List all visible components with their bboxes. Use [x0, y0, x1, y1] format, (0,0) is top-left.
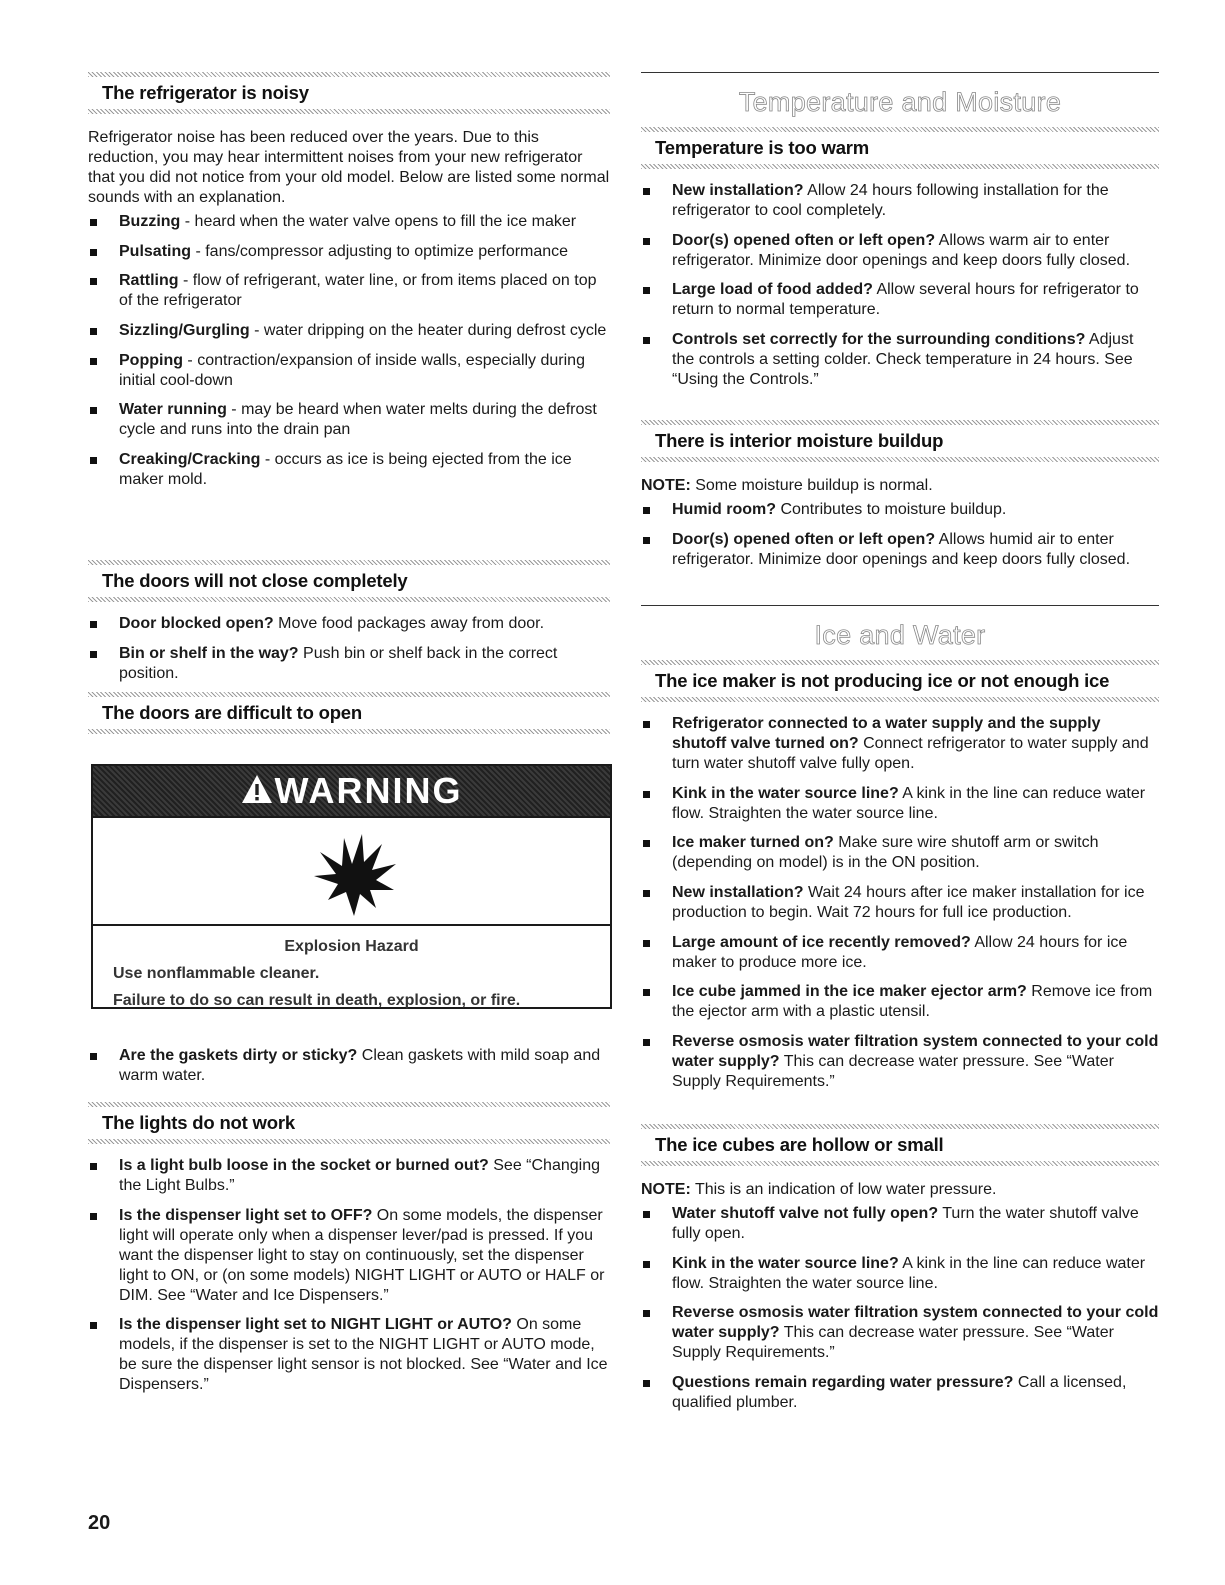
item-text: Wait 24 hours after ice maker installation for ice production to begin. Wait 72 hours for full ice production.	[672, 884, 1145, 922]
warning-word: WARNING	[274, 770, 463, 811]
item-bold-label: Water running	[119, 401, 227, 419]
note-text: This is an indication of low water pressure.	[690, 1181, 997, 1198]
item-bold-label: Controls set correctly for the surrounding conditions?	[672, 331, 1086, 349]
list-item	[88, 321, 610, 341]
item-bold-label: Creaking/Cracking	[119, 451, 261, 469]
category-title-text: Temperature and Moisture	[738, 87, 1062, 117]
section-rule	[641, 1161, 1159, 1166]
item-text: Turn the water shutoff valve fully open.	[672, 1205, 1139, 1242]
section-lights	[88, 1102, 610, 1405]
section-rule	[88, 109, 610, 114]
item-bold-label: Door(s) opened often or left open?	[672, 231, 936, 249]
intro-paragraph: Refrigerator noise has been reduced over the years. Due to this reduction, you may hear intermittent noises from your new refrigerator that you did not notice from your old model. Below are listed some normal sounds with an explanation.	[88, 129, 610, 206]
explosion-icon	[306, 830, 402, 921]
item-bold-label: Humid room?	[672, 501, 776, 518]
section-title: The refrigerator is noisy	[102, 82, 309, 103]
list-item	[88, 450, 610, 490]
item-text: Adjust the controls a setting colder. Check temperature in 24 hours. See “Using the Controls.”	[672, 331, 1134, 389]
category-title-text: Ice and Water	[814, 620, 986, 650]
section-rule	[641, 457, 1159, 462]
item-bold-label: Is a light bulb loose in the socket or burned out?	[119, 1157, 489, 1174]
section-temp-warm	[641, 127, 1159, 400]
section-ice-maker	[641, 660, 1159, 1102]
gasket-list-wrap	[88, 1046, 610, 1096]
item-text: This can decrease water pressure. See “Water Supply Requirements.”	[672, 1053, 1114, 1091]
note-label: NOTE:	[641, 1181, 691, 1198]
list-item	[641, 500, 1159, 520]
item-text: - flow of refrigerant, water line, or from items placed on top of the refrigerator	[119, 272, 597, 310]
category-title	[641, 605, 1159, 661]
section-moisture	[641, 420, 1159, 579]
warning-triangle-icon	[241, 774, 273, 809]
item-text: On some models, the dispenser light will operate only when a dispenser lever/pad is pressed. If you want the dispenser light to stay on continuously, set the dispenser light to ON, or (on some models) NIGHT LIGHT or AUTO or HALF or DIM. See “Water and Ice Dispensers.”	[119, 1206, 605, 1304]
list-item	[88, 400, 610, 440]
section-rule	[641, 697, 1159, 702]
list-item	[641, 714, 1159, 774]
list-item	[641, 833, 1159, 873]
item-bold-label: Pulsating	[119, 242, 192, 260]
list-item	[641, 530, 1159, 570]
list-item	[641, 1254, 1159, 1294]
item-text: Remove ice from the ejector arm with a plastic utensil.	[672, 983, 1153, 1021]
item-text: On some models, if the dispenser is set to the NIGHT LIGHT or AUTO mode, be sure the dispenser light sensor is not blocked. See “Water and Ice Dispensers.”	[119, 1316, 608, 1394]
item-text: Move food packages away from door.	[273, 615, 545, 632]
list-item	[641, 1032, 1159, 1092]
list-item	[88, 212, 610, 232]
warning-box	[91, 764, 612, 1009]
item-bold-label: Ice maker turned on?	[672, 834, 834, 852]
item-bold-label: Large load of food added?	[672, 281, 873, 299]
item-bold-label: Buzzing	[119, 213, 181, 230]
item-text: - may be heard when water melts during the defrost cycle and runs into the drain pan	[119, 401, 597, 439]
item-text: Push bin or shelf back in the correct position.	[119, 644, 558, 682]
section-doors-difficult	[88, 692, 610, 734]
item-text: A kink in the line can reduce water flow. Straighten the water source line.	[672, 1254, 1146, 1292]
item-bold-label: Water shutoff valve not fully open?	[672, 1205, 939, 1222]
explosion-icon-area	[93, 818, 610, 926]
item-bold-label: Popping	[119, 351, 183, 369]
item-bold-label: Door blocked open?	[119, 615, 274, 632]
list-item	[641, 1204, 1159, 1244]
list-item	[88, 1315, 610, 1395]
section-doors-not-close	[88, 560, 610, 693]
section-rule	[88, 597, 610, 602]
item-text: Make sure wire shutoff arm or switch (depending on model) is in the ON position.	[672, 834, 1099, 872]
list-item	[641, 982, 1159, 1022]
category-ice	[641, 605, 1159, 661]
list-item	[641, 1373, 1159, 1413]
list-item	[641, 330, 1159, 390]
item-bold-label: Is the dispenser light set to OFF?	[119, 1206, 373, 1224]
category-temperature	[641, 72, 1159, 128]
item-text: Clean gaskets with mild soap and warm water.	[119, 1047, 601, 1084]
moisture-list	[641, 500, 1159, 570]
item-text: - heard when the water valve opens to fill the ice maker	[180, 213, 577, 230]
item-text: - fans/compressor adjusting to optimize performance	[191, 242, 569, 260]
item-bold-label: Ice cube jammed in the ice maker ejector arm?	[672, 983, 1027, 1001]
gasket-list	[88, 1046, 610, 1086]
item-text: Allow several hours for refrigerator to return to normal temperature.	[672, 281, 1139, 319]
item-text: - occurs as ice is being ejected from the ice maker mold.	[119, 451, 572, 489]
section-title: There is interior moisture buildup	[655, 430, 944, 451]
ice-maker-list	[641, 714, 1159, 1092]
item-text: Allows warm air to enter refrigerator. Minimize door openings and keep doors fully closed.	[672, 231, 1131, 269]
item-text: Allow 24 hours for ice maker to produce more ice.	[672, 933, 1128, 971]
section-title: The doors are difficult to open	[102, 702, 362, 723]
item-text: See “Changing the Light Bulbs.”	[119, 1157, 600, 1194]
item-text: - water dripping on the heater during defrost cycle	[249, 322, 607, 340]
item-bold-label: Questions remain regarding water pressure?	[672, 1374, 1014, 1392]
item-bold-label: Rattling	[119, 272, 179, 290]
item-bold-label: Are the gaskets dirty or sticky?	[119, 1047, 358, 1064]
lights-list	[88, 1156, 610, 1395]
hazard-title: Explosion Hazard	[284, 938, 419, 955]
section-rule	[88, 729, 610, 734]
section-title: Temperature is too warm	[655, 137, 870, 158]
section-rule	[88, 1139, 610, 1144]
item-bold-label: Reverse osmosis water filtration system connected to your cold water supply?	[672, 1033, 1159, 1071]
item-text: A kink in the line can reduce water flow. Straighten the water source line.	[672, 784, 1146, 822]
section-title: The ice maker is not producing ice or not enough ice	[655, 670, 1110, 691]
list-item	[641, 883, 1159, 923]
page-number: 20	[88, 1512, 111, 1534]
list-item	[88, 1046, 610, 1086]
list-item	[88, 271, 610, 311]
section-noisy	[88, 72, 610, 500]
list-item	[641, 784, 1159, 824]
list-item	[641, 231, 1159, 271]
list-item	[88, 351, 610, 391]
section-title: The lights do not work	[102, 1112, 295, 1133]
item-text: Allow 24 hours following installation for the refrigerator to cool completely.	[672, 182, 1109, 219]
list-item	[88, 614, 610, 634]
temp-list	[641, 181, 1159, 390]
section-title: The doors will not close completely	[102, 570, 408, 591]
list-item	[641, 1303, 1159, 1363]
item-bold-label: Large amount of ice recently removed?	[672, 933, 971, 951]
list-item	[88, 1156, 610, 1196]
item-bold-label: New installation?	[672, 182, 804, 199]
item-text: Allows humid air to enter refrigerator. Minimize door openings and keep doors fully closed.	[672, 530, 1131, 568]
item-text: Call a licensed, qualified plumber.	[672, 1374, 1127, 1412]
item-text: - contraction/expansion of inside walls, especially during initial cool-down	[119, 351, 585, 389]
ice-cubes-list	[641, 1204, 1159, 1413]
warning-text	[93, 926, 610, 1012]
note-label: NOTE:	[641, 477, 691, 494]
hazard-line-2: Failure to do so can result in death, explosion, or fire.	[113, 992, 521, 1009]
note-paragraph	[641, 1180, 1159, 1200]
item-text: Connect refrigerator to water supply and turn water shutoff valve fully open.	[672, 735, 1149, 772]
doors-list	[88, 614, 610, 684]
list-item	[641, 181, 1159, 221]
section-ice-cubes	[641, 1124, 1159, 1423]
section-title: The ice cubes are hollow or small	[655, 1134, 944, 1155]
note-paragraph	[641, 476, 1159, 496]
item-bold-label: Refrigerator connected to a water supply and the supply shutoff valve turned on?	[672, 715, 1101, 752]
noise-list	[88, 212, 610, 490]
item-bold-label: Kink in the water source line?	[672, 1254, 899, 1272]
item-bold-label: New installation?	[672, 884, 804, 902]
category-title	[641, 72, 1159, 128]
list-item	[641, 933, 1159, 973]
note-text: Some moisture buildup is normal.	[690, 477, 933, 494]
section-rule	[641, 164, 1159, 169]
item-bold-label: Is the dispenser light set to NIGHT LIGHT or AUTO?	[119, 1316, 512, 1334]
item-bold-label: Bin or shelf in the way?	[119, 644, 299, 662]
warning-header	[93, 766, 610, 818]
item-bold-label: Sizzling/Gurgling	[119, 322, 250, 340]
list-item	[641, 280, 1159, 320]
list-item	[88, 242, 610, 262]
list-item	[88, 1206, 610, 1306]
item-bold-label: Kink in the water source line?	[672, 784, 899, 802]
hazard-line-1: Use nonflammable cleaner.	[113, 965, 320, 982]
item-text: Contributes to moisture buildup.	[776, 501, 1007, 518]
list-item	[88, 644, 610, 684]
item-bold-label: Reverse osmosis water filtration system connected to your cold water supply?	[672, 1304, 1159, 1342]
item-bold-label: Door(s) opened often or left open?	[672, 530, 936, 548]
item-text: This can decrease water pressure. See “Water Supply Requirements.”	[672, 1324, 1114, 1362]
